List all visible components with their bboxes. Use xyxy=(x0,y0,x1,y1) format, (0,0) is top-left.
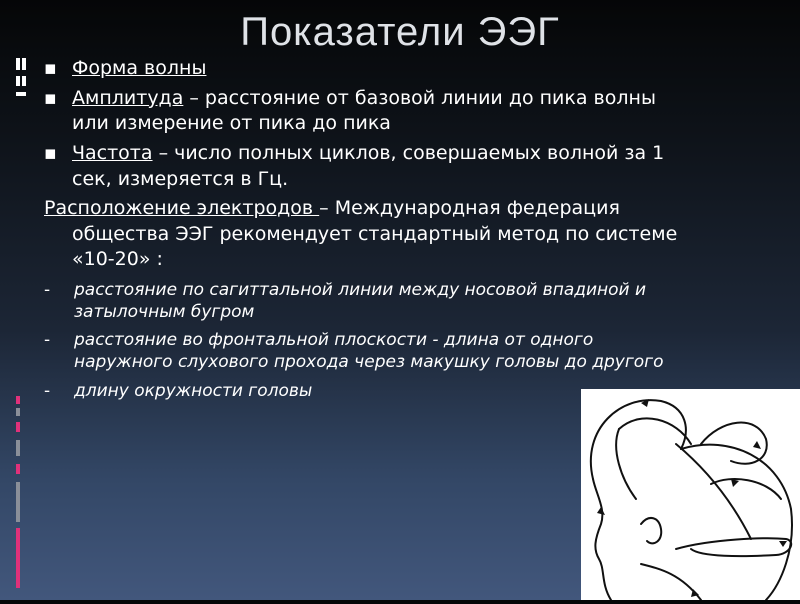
bullet-term: Форма волны xyxy=(72,57,207,79)
square-bullet-icon: ▪ xyxy=(44,57,57,79)
square-bullet-icon: ▪ xyxy=(44,86,57,109)
sub-item-text: длину окружности головы xyxy=(74,380,313,401)
electrode-paragraph xyxy=(44,196,694,273)
head-sketch-icon xyxy=(581,389,800,600)
sub-item-text: расстояние во фронтальной плоскости - длина от одного наружного слухового прохода через макушку головы до другого xyxy=(74,330,664,373)
dash-marker: - xyxy=(44,380,51,401)
paragraph-text: – Международная федерация xyxy=(319,197,620,220)
bullet-text: – число полных циклов, совершаемых волной за 1 сек, измеряется в Гц. xyxy=(72,141,665,190)
bullet-item xyxy=(44,86,694,137)
dash-marker: - xyxy=(44,280,51,301)
bullet-item xyxy=(44,141,694,192)
square-bullet-icon: ▪ xyxy=(44,141,57,164)
slide-title: Показатели ЭЭГ xyxy=(240,10,560,54)
paragraph-term: Расположение электродов xyxy=(44,197,320,220)
bullet-term: Амплитуда xyxy=(72,86,184,109)
dash-marker: - xyxy=(44,330,51,351)
paragraph-text-continued: общества ЭЭГ рекомендует стандартный метод по системе «10-20» : xyxy=(72,222,678,271)
bullet-term: Частота xyxy=(72,141,153,164)
bullet-item xyxy=(44,56,694,82)
slide-body xyxy=(44,56,694,408)
sub-item xyxy=(44,329,694,373)
sub-item xyxy=(44,279,694,323)
head-measurement-illustration xyxy=(581,389,800,600)
bullet-text: – расстояние от базовой линии до пика волны или измерение от пика до пика xyxy=(72,86,656,135)
sub-item-text: расстояние по сагиттальной линии между носовой впадиной и затылочным бугром xyxy=(74,280,647,323)
